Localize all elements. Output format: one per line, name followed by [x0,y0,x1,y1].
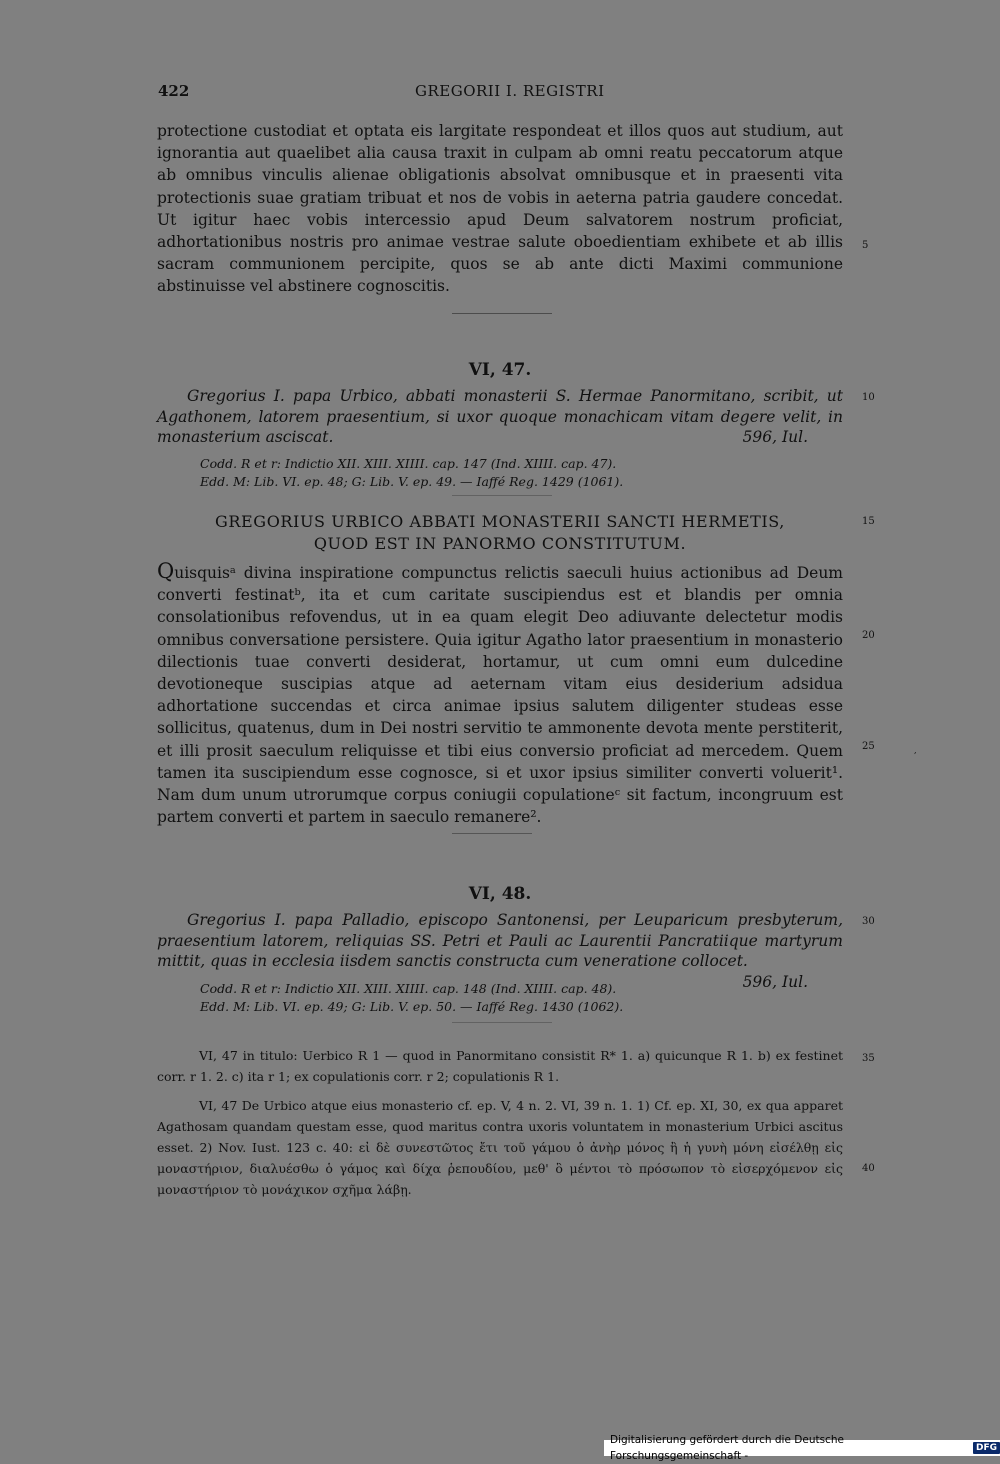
section-divider [452,313,552,314]
line-number-15: 15 [862,516,875,527]
editions-48: Edd. M: Lib. VI. ep. 49; G: Lib. V. ep. 50. — Iaffé Reg. 1430 (1062). [200,999,624,1014]
editions-47: Edd. M: Lib. VI. ep. 48; G: Lib. V. ep. 49. — Iaffé Reg. 1429 (1061). [200,474,624,489]
divider-short-2 [452,1022,552,1023]
line-number-5: 5 [862,240,869,251]
critical-apparatus [157,1045,843,1087]
address-line-2: QUOD EST IN PANORMO CONSTITUTUM. [313,534,687,553]
letter-summary-47 [157,386,843,448]
line-number-20: 20 [862,630,875,641]
letter-id-48: VI, 48. [468,884,532,904]
letter-id-47: VI, 47. [468,360,532,380]
apparatus-text: VI, 47 in titulo: Uerbico R 1 — quod in Panormitano consistit R* 1. a) quicunque R 1. b) ex festinet corr. r 1. 2. c) ita r 1; ex copulationis corr. r 2; copulationis R 1. [157,1048,843,1084]
letter-date-47: 596, Iul. [742,428,808,446]
commentary-text: VI, 47 De Urbico atque eius monasterio cf. ep. V, 4 n. 2. VI, 39 n. 1. 1) Cf. ep. XI, 30, ex qua apparet Agathosam quandam questam esse, quod maritus contra uxoris voluntatem in monasterium Urbici ascitus esset. 2) Nov. Iust. 123 c. 40: εἰ δὲ συνεστῶτος ἔτι τοῦ γάμου ὁ ἀνὴρ μόνος ἢ ἡ γυνὴ μόνη εἰσέλθῃ εἰς μοναστήριον, διαλυέσθω ὁ γάμος καὶ δίχα ῥεπουδίου, μεθ' ὃ μέντοι τὸ πρόσωπον τὸ εἰσερχόμενον εἰς μοναστήριον τὸ μονάχικον σχῆμα λάβῃ. [157,1098,843,1197]
divider-short [452,495,552,496]
initial-letter: Q [157,559,175,583]
address-line-1: GREGORIUS URBICO ABBATI MONASTERII SANCTI HERMETIS, [215,512,785,531]
letter-body-47 [157,560,843,828]
dfg-logo-icon: DFG [973,1442,1000,1454]
summary-text-48: Gregorius I. papa Palladio, episcopo Santonensi, per Leuparicum presbyterum, praesentium latorem, reliquias SS. Petri et Pauli ac Laurentii Pancratiique martyrum mittit, quas in ecclesia iisdem sanctis constructa cum veneratione collocet. [157,911,843,970]
line-number-10: 10 [862,392,875,403]
summary-text-47: Gregorius I. papa Urbico, abbati monasterii S. Hermae Panormitano, scribit, ut Agathonem, latorem praesentium, si uxor quoque monachicam vitam degere velit, in monasterium asciscat. [157,387,843,446]
line-number-40: 40 [862,1163,875,1174]
line-number-35: 35 [862,1053,875,1064]
section-divider-2 [452,833,532,834]
margin-mark: , [914,746,917,755]
footer-text: Digitalisierung gefördert durch die Deutsche Forschungsgemeinschaft - [610,1434,844,1462]
line-number-30: 30 [862,916,875,927]
continuation-text: protectione custodiat et optata eis largitate respondeat et illos quos aut studium, aut ignorantia aut quaelibet alia causa traxit in culpam ab omni reatu peccatorum atque ab omnibus vinculis alienae obligationis absolvat omnibusque et in praesenti vita protectionis suae gratiam tribuat et nos de vobis in aeterna patria gaudere concedat. Ut igitur haec vobis intercessio apud Deum salvatorem nostrum proficiat, adhortationibus nostris pro animae vestrae salute oboedientiam exhibete et ab illis sacram communionem percipite, quos se ab ante dicti Maximi communione abstinuisse vel abstinere cognoscitis. [157,122,843,296]
running-title: GREGORII I. REGISTRI [415,82,605,100]
page-number: 422 [158,82,190,100]
codices-47: Codd. R et r: Indictio XII. XIII. XIIII. cap. 147 (Ind. XIIII. cap. 47). [200,456,617,471]
codices-48: Codd. R et r: Indictio XII. XIII. XIIII. cap. 148 (Ind. XIIII. cap. 48). [200,981,617,996]
line-number-25: 25 [862,741,875,752]
commentary-notes [157,1095,843,1200]
letter-date-48: 596, Iul. [742,972,808,991]
body-text-47: uisquisᵃ divina inspiratione compunctus relictis saeculi huius actionibus ad Deum converti festinatᵇ, ita et cum caritate suscipiendus est et blandis per omnia consolationibus refovendus, ut in ea quam elegit Deo adiuvante delectetur modis omnibus conversatione persistere. Quia igitur Agatho lator praesentium in monasterio dilectionis tuae converti desiderat, hortamur, ut cum omni eum dulcedine devotioneque suscipias atque ad aeternam vitam eius desiderium adsidua adhortatione succendas et circa animae ipsius salutem diligenter studeas esse sollicitus, quatenus, dum in Dei nostri servitio te ammonente devota mente perstiterit, et illi prosit saeculum reliquisse et tibi eius conversio proficiat ad mercedem. Quem tamen ita suscipiendum esse cognosce, si et uxor ipsius similiter converti voluerit¹. Nam dum unum utrorumque corpus coniugii copulationeᶜ sit factum, incongruum est partem converti et partem in saeculo remanere². [157,564,843,827]
digitization-footer [604,1434,1000,1462]
